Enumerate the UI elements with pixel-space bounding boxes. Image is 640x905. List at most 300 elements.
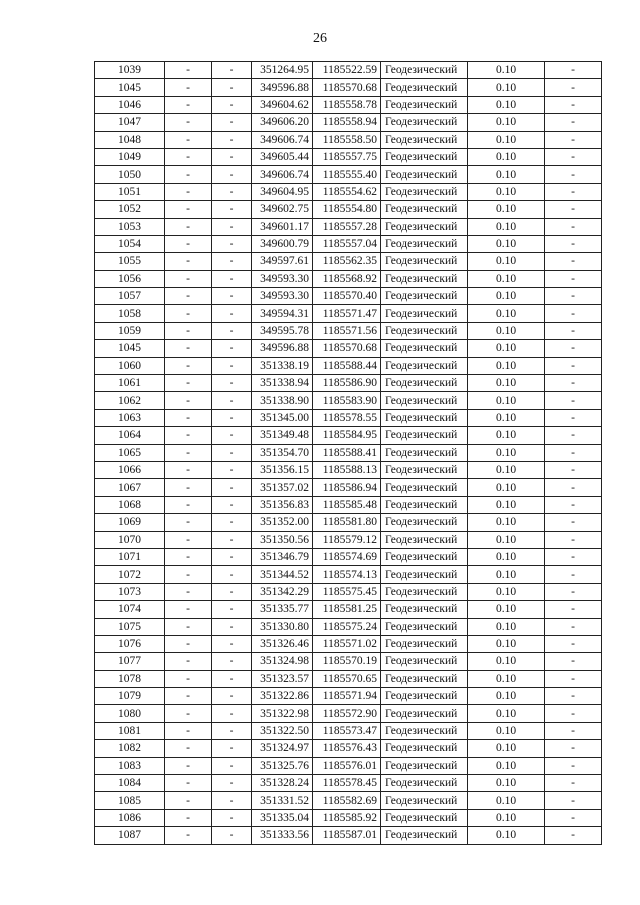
accuracy-cell: 0.10 <box>468 531 545 548</box>
note-cell: - <box>545 166 602 183</box>
table-row <box>95 79 602 96</box>
table-row <box>95 235 602 252</box>
x-coordinate-cell: 351357.02 <box>252 479 313 496</box>
note-cell: - <box>545 548 602 565</box>
accuracy-cell: 0.10 <box>468 653 545 670</box>
blank-cell-1: - <box>165 62 212 79</box>
accuracy-cell: 0.10 <box>468 705 545 722</box>
accuracy-cell: 0.10 <box>468 583 545 600</box>
coordinates-table <box>94 61 602 845</box>
method-cell: Геодезический <box>381 218 468 235</box>
y-coordinate-cell: 1185554.80 <box>313 201 381 218</box>
method-cell: Геодезический <box>381 270 468 287</box>
method-cell: Геодезический <box>381 688 468 705</box>
method-cell: Геодезический <box>381 496 468 513</box>
blank-cell-2: - <box>212 792 252 809</box>
method-cell: Геодезический <box>381 357 468 374</box>
blank-cell-2: - <box>212 392 252 409</box>
y-coordinate-cell: 1185588.44 <box>313 357 381 374</box>
note-cell: - <box>545 653 602 670</box>
accuracy-cell: 0.10 <box>468 288 545 305</box>
table-row <box>95 357 602 374</box>
method-cell: Геодезический <box>381 809 468 826</box>
table-row <box>95 288 602 305</box>
y-coordinate-cell: 1185584.95 <box>313 427 381 444</box>
blank-cell-1: - <box>165 566 212 583</box>
method-cell: Геодезический <box>381 409 468 426</box>
table-row <box>95 775 602 792</box>
blank-cell-1: - <box>165 322 212 339</box>
table-row <box>95 653 602 670</box>
blank-cell-1: - <box>165 548 212 565</box>
y-coordinate-cell: 1185588.41 <box>313 444 381 461</box>
table-row <box>95 722 602 739</box>
x-coordinate-cell: 349604.62 <box>252 96 313 113</box>
point-number-cell: 1057 <box>95 288 165 305</box>
accuracy-cell: 0.10 <box>468 566 545 583</box>
y-coordinate-cell: 1185571.94 <box>313 688 381 705</box>
blank-cell-1: - <box>165 757 212 774</box>
method-cell: Геодезический <box>381 392 468 409</box>
blank-cell-2: - <box>212 166 252 183</box>
table-row <box>95 270 602 287</box>
blank-cell-2: - <box>212 496 252 513</box>
point-number-cell: 1082 <box>95 740 165 757</box>
table-row <box>95 809 602 826</box>
accuracy-cell: 0.10 <box>468 827 545 844</box>
point-number-cell: 1085 <box>95 792 165 809</box>
y-coordinate-cell: 1185586.94 <box>313 479 381 496</box>
blank-cell-1: - <box>165 809 212 826</box>
accuracy-cell: 0.10 <box>468 322 545 339</box>
y-coordinate-cell: 1185571.56 <box>313 322 381 339</box>
x-coordinate-cell: 351322.50 <box>252 722 313 739</box>
blank-cell-2: - <box>212 722 252 739</box>
note-cell: - <box>545 201 602 218</box>
blank-cell-1: - <box>165 305 212 322</box>
point-number-cell: 1056 <box>95 270 165 287</box>
x-coordinate-cell: 351345.00 <box>252 409 313 426</box>
table-row <box>95 740 602 757</box>
y-coordinate-cell: 1185576.43 <box>313 740 381 757</box>
table-row <box>95 305 602 322</box>
table-row <box>95 548 602 565</box>
table-row <box>95 427 602 444</box>
note-cell: - <box>545 131 602 148</box>
blank-cell-1: - <box>165 531 212 548</box>
x-coordinate-cell: 351350.56 <box>252 531 313 548</box>
note-cell: - <box>545 322 602 339</box>
y-coordinate-cell: 1185588.13 <box>313 461 381 478</box>
method-cell: Геодезический <box>381 114 468 131</box>
blank-cell-1: - <box>165 218 212 235</box>
table-row <box>95 827 602 844</box>
method-cell: Геодезический <box>381 427 468 444</box>
blank-cell-2: - <box>212 183 252 200</box>
y-coordinate-cell: 1185558.94 <box>313 114 381 131</box>
y-coordinate-cell: 1185581.80 <box>313 514 381 531</box>
x-coordinate-cell: 351354.70 <box>252 444 313 461</box>
blank-cell-2: - <box>212 705 252 722</box>
note-cell: - <box>545 705 602 722</box>
y-coordinate-cell: 1185586.90 <box>313 375 381 392</box>
page-number: 26 <box>313 31 327 46</box>
accuracy-cell: 0.10 <box>468 775 545 792</box>
blank-cell-2: - <box>212 740 252 757</box>
table-row <box>95 218 602 235</box>
y-coordinate-cell: 1185576.01 <box>313 757 381 774</box>
blank-cell-2: - <box>212 62 252 79</box>
method-cell: Геодезический <box>381 653 468 670</box>
y-coordinate-cell: 1185555.40 <box>313 166 381 183</box>
y-coordinate-cell: 1185573.47 <box>313 722 381 739</box>
blank-cell-2: - <box>212 548 252 565</box>
method-cell: Геодезический <box>381 583 468 600</box>
point-number-cell: 1079 <box>95 688 165 705</box>
note-cell: - <box>545 635 602 652</box>
blank-cell-1: - <box>165 166 212 183</box>
y-coordinate-cell: 1185557.75 <box>313 148 381 165</box>
method-cell: Геодезический <box>381 635 468 652</box>
method-cell: Геодезический <box>381 444 468 461</box>
blank-cell-1: - <box>165 653 212 670</box>
method-cell: Геодезический <box>381 792 468 809</box>
blank-cell-2: - <box>212 253 252 270</box>
table-row <box>95 514 602 531</box>
blank-cell-2: - <box>212 461 252 478</box>
accuracy-cell: 0.10 <box>468 79 545 96</box>
x-coordinate-cell: 351356.15 <box>252 461 313 478</box>
method-cell: Геодезический <box>381 148 468 165</box>
blank-cell-2: - <box>212 775 252 792</box>
method-cell: Геодезический <box>381 62 468 79</box>
note-cell: - <box>545 461 602 478</box>
note-cell: - <box>545 218 602 235</box>
accuracy-cell: 0.10 <box>468 183 545 200</box>
accuracy-cell: 0.10 <box>468 514 545 531</box>
method-cell: Геодезический <box>381 548 468 565</box>
x-coordinate-cell: 351344.52 <box>252 566 313 583</box>
accuracy-cell: 0.10 <box>468 601 545 618</box>
x-coordinate-cell: 351335.04 <box>252 809 313 826</box>
accuracy-cell: 0.10 <box>468 792 545 809</box>
table-row <box>95 131 602 148</box>
point-number-cell: 1068 <box>95 496 165 513</box>
point-number-cell: 1052 <box>95 201 165 218</box>
table-row <box>95 148 602 165</box>
point-number-cell: 1077 <box>95 653 165 670</box>
blank-cell-1: - <box>165 270 212 287</box>
blank-cell-2: - <box>212 340 252 357</box>
x-coordinate-cell: 349606.74 <box>252 131 313 148</box>
note-cell: - <box>545 496 602 513</box>
method-cell: Геодезический <box>381 322 468 339</box>
blank-cell-2: - <box>212 653 252 670</box>
accuracy-cell: 0.10 <box>468 479 545 496</box>
blank-cell-2: - <box>212 357 252 374</box>
table-row <box>95 409 602 426</box>
note-cell: - <box>545 444 602 461</box>
accuracy-cell: 0.10 <box>468 148 545 165</box>
x-coordinate-cell: 351356.83 <box>252 496 313 513</box>
note-cell: - <box>545 688 602 705</box>
point-number-cell: 1060 <box>95 357 165 374</box>
accuracy-cell: 0.10 <box>468 218 545 235</box>
blank-cell-2: - <box>212 270 252 287</box>
table-row <box>95 444 602 461</box>
blank-cell-1: - <box>165 827 212 844</box>
method-cell: Геодезический <box>381 131 468 148</box>
blank-cell-2: - <box>212 566 252 583</box>
method-cell: Геодезический <box>381 601 468 618</box>
blank-cell-2: - <box>212 79 252 96</box>
x-coordinate-cell: 349600.79 <box>252 235 313 252</box>
table-row <box>95 166 602 183</box>
point-number-cell: 1064 <box>95 427 165 444</box>
blank-cell-2: - <box>212 809 252 826</box>
note-cell: - <box>545 305 602 322</box>
blank-cell-2: - <box>212 583 252 600</box>
blank-cell-1: - <box>165 340 212 357</box>
blank-cell-1: - <box>165 635 212 652</box>
table-row <box>95 114 602 131</box>
method-cell: Геодезический <box>381 566 468 583</box>
note-cell: - <box>545 775 602 792</box>
note-cell: - <box>545 409 602 426</box>
table-row <box>95 461 602 478</box>
blank-cell-2: - <box>212 827 252 844</box>
x-coordinate-cell: 351324.97 <box>252 740 313 757</box>
x-coordinate-cell: 349594.31 <box>252 305 313 322</box>
x-coordinate-cell: 351335.77 <box>252 601 313 618</box>
y-coordinate-cell: 1185568.92 <box>313 270 381 287</box>
y-coordinate-cell: 1185583.90 <box>313 392 381 409</box>
accuracy-cell: 0.10 <box>468 757 545 774</box>
note-cell: - <box>545 618 602 635</box>
method-cell: Геодезический <box>381 757 468 774</box>
note-cell: - <box>545 62 602 79</box>
x-coordinate-cell: 351338.90 <box>252 392 313 409</box>
table-row <box>95 688 602 705</box>
x-coordinate-cell: 351352.00 <box>252 514 313 531</box>
blank-cell-2: - <box>212 757 252 774</box>
blank-cell-2: - <box>212 305 252 322</box>
blank-cell-2: - <box>212 322 252 339</box>
method-cell: Геодезический <box>381 775 468 792</box>
accuracy-cell: 0.10 <box>468 670 545 687</box>
note-cell: - <box>545 583 602 600</box>
point-number-cell: 1063 <box>95 409 165 426</box>
x-coordinate-cell: 351333.56 <box>252 827 313 844</box>
blank-cell-1: - <box>165 583 212 600</box>
accuracy-cell: 0.10 <box>468 688 545 705</box>
accuracy-cell: 0.10 <box>468 114 545 131</box>
x-coordinate-cell: 351328.24 <box>252 775 313 792</box>
table-row <box>95 340 602 357</box>
note-cell: - <box>545 357 602 374</box>
x-coordinate-cell: 349604.95 <box>252 183 313 200</box>
blank-cell-1: - <box>165 496 212 513</box>
x-coordinate-cell: 351346.79 <box>252 548 313 565</box>
table-row <box>95 705 602 722</box>
note-cell: - <box>545 427 602 444</box>
y-coordinate-cell: 1185574.69 <box>313 548 381 565</box>
x-coordinate-cell: 351325.76 <box>252 757 313 774</box>
point-number-cell: 1084 <box>95 775 165 792</box>
blank-cell-2: - <box>212 131 252 148</box>
blank-cell-1: - <box>165 601 212 618</box>
accuracy-cell: 0.10 <box>468 201 545 218</box>
point-number-cell: 1058 <box>95 305 165 322</box>
y-coordinate-cell: 1185582.69 <box>313 792 381 809</box>
blank-cell-1: - <box>165 775 212 792</box>
method-cell: Геодезический <box>381 827 468 844</box>
method-cell: Геодезический <box>381 183 468 200</box>
blank-cell-2: - <box>212 218 252 235</box>
note-cell: - <box>545 96 602 113</box>
x-coordinate-cell: 351338.94 <box>252 375 313 392</box>
table-row <box>95 635 602 652</box>
table-row <box>95 670 602 687</box>
accuracy-cell: 0.10 <box>468 392 545 409</box>
y-coordinate-cell: 1185522.59 <box>313 62 381 79</box>
table-row <box>95 253 602 270</box>
method-cell: Геодезический <box>381 722 468 739</box>
note-cell: - <box>545 827 602 844</box>
blank-cell-1: - <box>165 670 212 687</box>
accuracy-cell: 0.10 <box>468 253 545 270</box>
y-coordinate-cell: 1185571.02 <box>313 635 381 652</box>
y-coordinate-cell: 1185579.12 <box>313 531 381 548</box>
point-number-cell: 1071 <box>95 548 165 565</box>
accuracy-cell: 0.10 <box>468 496 545 513</box>
blank-cell-1: - <box>165 201 212 218</box>
blank-cell-1: - <box>165 288 212 305</box>
accuracy-cell: 0.10 <box>468 444 545 461</box>
note-cell: - <box>545 375 602 392</box>
point-number-cell: 1050 <box>95 166 165 183</box>
note-cell: - <box>545 670 602 687</box>
x-coordinate-cell: 349593.30 <box>252 270 313 287</box>
accuracy-cell: 0.10 <box>468 618 545 635</box>
x-coordinate-cell: 351264.95 <box>252 62 313 79</box>
accuracy-cell: 0.10 <box>468 635 545 652</box>
x-coordinate-cell: 351326.46 <box>252 635 313 652</box>
x-coordinate-cell: 349601.17 <box>252 218 313 235</box>
accuracy-cell: 0.10 <box>468 461 545 478</box>
y-coordinate-cell: 1185570.65 <box>313 670 381 687</box>
point-number-cell: 1061 <box>95 375 165 392</box>
table-row <box>95 531 602 548</box>
blank-cell-2: - <box>212 531 252 548</box>
table-row <box>95 96 602 113</box>
note-cell: - <box>545 757 602 774</box>
blank-cell-2: - <box>212 514 252 531</box>
method-cell: Геодезический <box>381 375 468 392</box>
note-cell: - <box>545 601 602 618</box>
y-coordinate-cell: 1185570.68 <box>313 79 381 96</box>
blank-cell-1: - <box>165 461 212 478</box>
x-coordinate-cell: 349597.61 <box>252 253 313 270</box>
point-number-cell: 1080 <box>95 705 165 722</box>
point-number-cell: 1049 <box>95 148 165 165</box>
accuracy-cell: 0.10 <box>468 357 545 374</box>
method-cell: Геодезический <box>381 305 468 322</box>
x-coordinate-cell: 351322.86 <box>252 688 313 705</box>
accuracy-cell: 0.10 <box>468 96 545 113</box>
blank-cell-1: - <box>165 722 212 739</box>
method-cell: Геодезический <box>381 166 468 183</box>
x-coordinate-cell: 351338.19 <box>252 357 313 374</box>
y-coordinate-cell: 1185574.13 <box>313 566 381 583</box>
note-cell: - <box>545 740 602 757</box>
blank-cell-1: - <box>165 253 212 270</box>
accuracy-cell: 0.10 <box>468 375 545 392</box>
accuracy-cell: 0.10 <box>468 740 545 757</box>
table-row <box>95 496 602 513</box>
y-coordinate-cell: 1185585.48 <box>313 496 381 513</box>
y-coordinate-cell: 1185554.62 <box>313 183 381 200</box>
note-cell: - <box>545 340 602 357</box>
point-number-cell: 1054 <box>95 235 165 252</box>
point-number-cell: 1053 <box>95 218 165 235</box>
point-number-cell: 1045 <box>95 340 165 357</box>
y-coordinate-cell: 1185562.35 <box>313 253 381 270</box>
x-coordinate-cell: 349605.44 <box>252 148 313 165</box>
blank-cell-2: - <box>212 201 252 218</box>
method-cell: Геодезический <box>381 514 468 531</box>
method-cell: Геодезический <box>381 253 468 270</box>
table-row <box>95 322 602 339</box>
point-number-cell: 1059 <box>95 322 165 339</box>
blank-cell-2: - <box>212 479 252 496</box>
y-coordinate-cell: 1185570.40 <box>313 288 381 305</box>
point-number-cell: 1081 <box>95 722 165 739</box>
method-cell: Геодезический <box>381 479 468 496</box>
blank-cell-2: - <box>212 688 252 705</box>
point-number-cell: 1055 <box>95 253 165 270</box>
y-coordinate-cell: 1185575.24 <box>313 618 381 635</box>
note-cell: - <box>545 722 602 739</box>
blank-cell-2: - <box>212 409 252 426</box>
blank-cell-2: - <box>212 96 252 113</box>
blank-cell-1: - <box>165 409 212 426</box>
point-number-cell: 1039 <box>95 62 165 79</box>
accuracy-cell: 0.10 <box>468 62 545 79</box>
note-cell: - <box>545 114 602 131</box>
blank-cell-1: - <box>165 514 212 531</box>
point-number-cell: 1087 <box>95 827 165 844</box>
point-number-cell: 1048 <box>95 131 165 148</box>
x-coordinate-cell: 349593.30 <box>252 288 313 305</box>
note-cell: - <box>545 183 602 200</box>
point-number-cell: 1047 <box>95 114 165 131</box>
method-cell: Геодезический <box>381 79 468 96</box>
blank-cell-1: - <box>165 792 212 809</box>
blank-cell-1: - <box>165 131 212 148</box>
blank-cell-1: - <box>165 235 212 252</box>
x-coordinate-cell: 351342.29 <box>252 583 313 600</box>
y-coordinate-cell: 1185571.47 <box>313 305 381 322</box>
y-coordinate-cell: 1185570.68 <box>313 340 381 357</box>
blank-cell-2: - <box>212 444 252 461</box>
method-cell: Геодезический <box>381 705 468 722</box>
method-cell: Геодезический <box>381 531 468 548</box>
table-row <box>95 479 602 496</box>
blank-cell-1: - <box>165 375 212 392</box>
point-number-cell: 1074 <box>95 601 165 618</box>
note-cell: - <box>545 566 602 583</box>
